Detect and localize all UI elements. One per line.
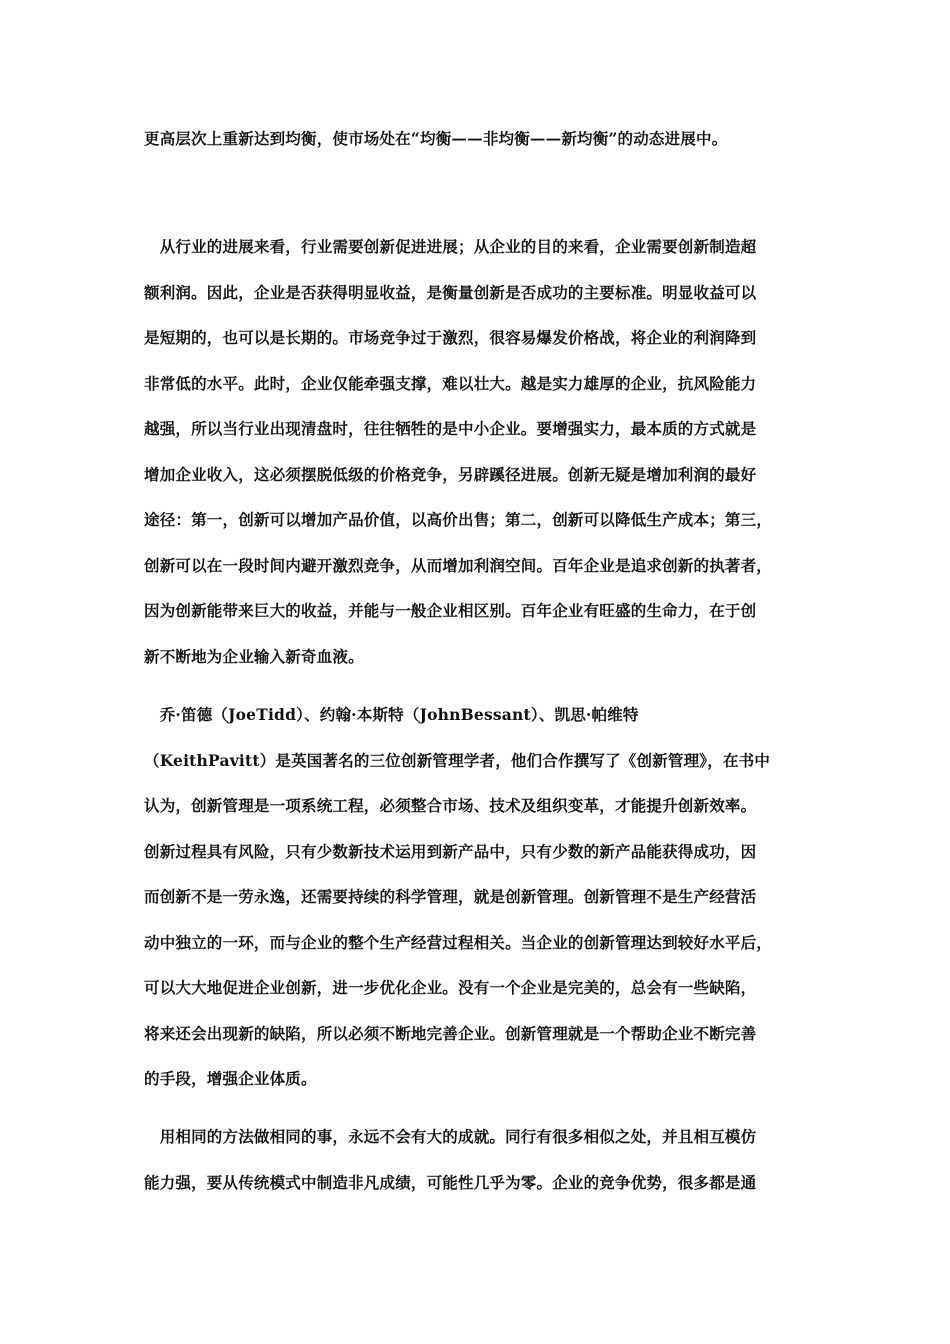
text-line: 创新可以在一段时间内避开激烈竞争，从而增加利润空间。百年企业是追求创新的执著者， [144,555,773,575]
text-line: 的手段，增强企业体质。 [144,1069,317,1088]
text-line: 可以大大地促进企业创新，进一步优化企业。没有一个企业是完美的，总会有一些缺陷， [144,978,757,997]
text-line: 是短期的，也可以是长期的。市场竞争过于激烈，很容易爆发价格战，将企业的利润降到 [144,328,757,347]
text-line: 新不断地为企业输入新奇血液。 [144,646,364,666]
text-line: 因为创新能带来巨大的收益，并能与一般企业相区别。百年企业有旺盛的生命力，在于创 [144,601,757,620]
text-line: 用相同的方法做相同的事，永远不会有大的成就。同行有很多相似之处，并且相互模仿 [144,1127,757,1146]
text-line: 途径：第一，创新可以增加产品价值，以高价出售；第二，创新可以降低生产成本；第三， [144,510,773,529]
text-line: 将来还会出现新的缺陷，所以必须不断地完善企业。创新管理就是一个帮助企业不断完善 [144,1023,757,1043]
text-line: 从行业的进展来看，行业需要创新促进进展；从企业的目的来看，企业需要创新制造超 [144,237,757,256]
text-line: 更高层次上重新达到均衡，使市场处在“均衡——非均衡——新均衡”的动态进展中。 [144,129,728,148]
text-line: 认为，创新管理是一项系统工程，必须整合市场、技术及组织变革，才能提升创新效率。 [144,796,757,815]
text-line: 乔·笛德（JoeTidd）、约翰·本斯特（JohnBessant）、凯思·帕维特 [144,705,639,724]
text-line: 动中独立的一环，而与企业的整个生产经营过程相关。当企业的创新管理达到较好水平后， [144,932,773,952]
paragraph-1 [144,116,808,162]
text-line: （KeithPavitt）是英国著名的三位创新管理学者，他们合作撰写了《创新管理》，在书中 [144,750,771,770]
text-line: 增加企业收入，这必须摆脱低级的价格竞争，另辟蹊径进展。创新无疑是增加利润的最好 [144,464,757,484]
text-line: 额利润。因此，企业是否获得明显收益，是衡量创新是否成功的主要标准。明显收益可以 [144,282,757,302]
paragraph-4 [144,1114,808,1205]
text-line: 能力强，要从传统模式中制造非凡成绩，可能性几乎为零。企业的竞争优势，很多都是通 [144,1172,757,1192]
paragraph-3 [144,692,808,1102]
text-line: 非常低的水平。此时，企业仅能牵强支撑，难以壮大。越是实力雄厚的企业，抗风险能力 [144,373,757,393]
text-line: 而创新不是一劳永逸，还需要持续的科学管理，就是创新管理。创新管理不是生产经营活 [144,887,757,906]
text-line: 越强，所以当行业出现清盘时，往往牺牲的是中小企业。要增强实力，最本质的方式就是 [144,419,757,438]
paragraph-2 [144,224,808,679]
text-line: 创新过程具有风险，只有少数新技术运用到新产品中，只有少数的新产品能获得成功，因 [144,841,757,861]
